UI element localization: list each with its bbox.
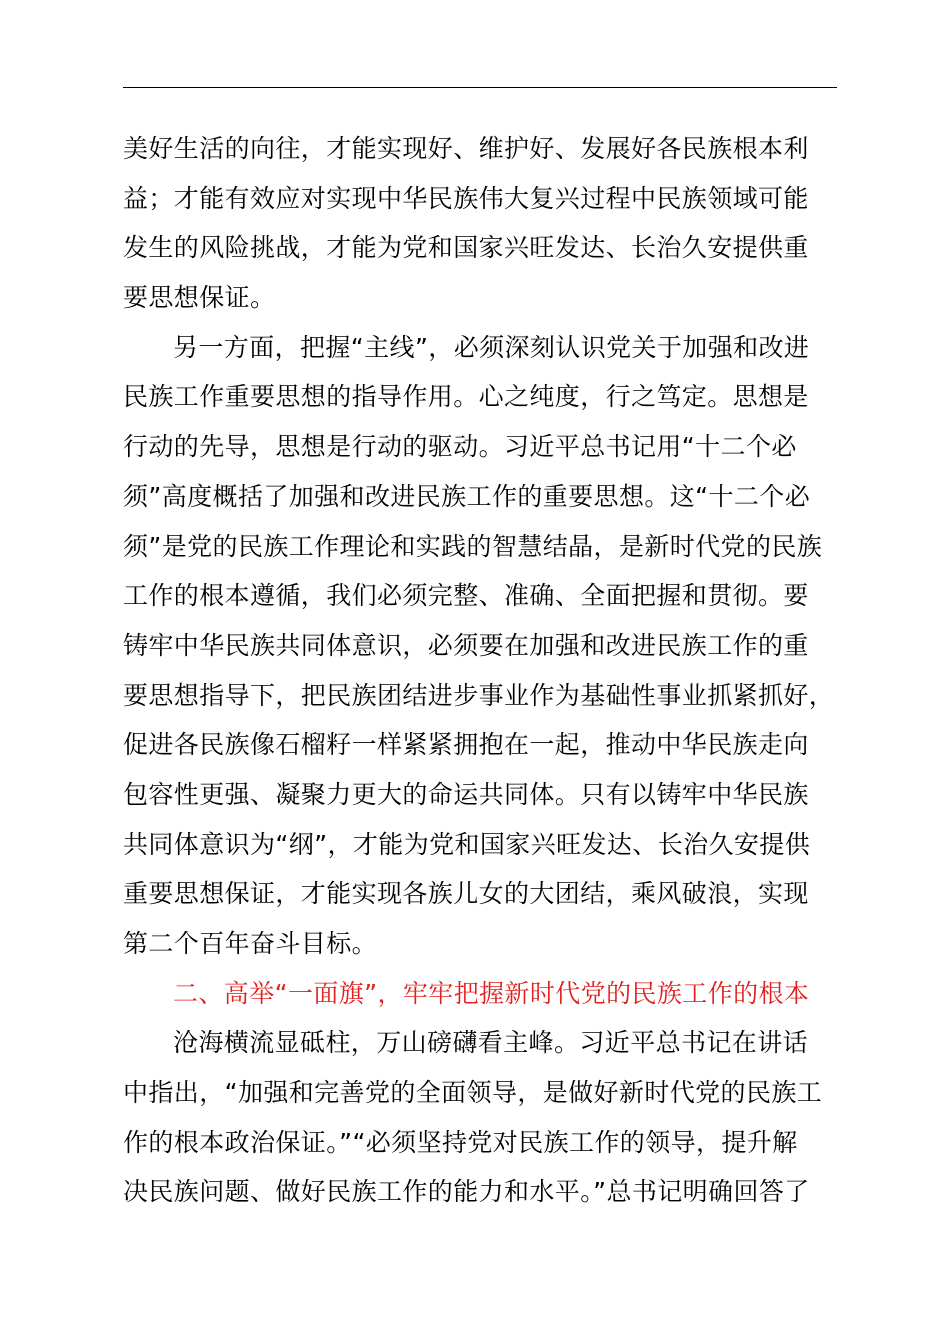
text-line: 作的根本政治保证。”“必须坚持党对民族工作的领导，提升解: [123, 1127, 798, 1157]
text-line: 促进各民族像石榴籽一样紧紧拥抱在一起，推动中华民族走向: [123, 730, 809, 760]
text-line: 共同体意识为“纲”，才能为党和国家兴旺发达、长治久安提供: [123, 829, 811, 859]
text-line: 中指出，“加强和完善党的全面领导，是做好新时代党的民族工: [123, 1078, 823, 1108]
text-line: 须”高度概括了加强和改进民族工作的重要思想。这“十二个必: [123, 481, 811, 511]
text-line: 要思想保证。: [123, 283, 276, 313]
text-line: 决民族问题、做好民族工作的能力和水平。”总书记明确回答了: [123, 1177, 810, 1207]
text-line: 铸牢中华民族共同体意识，必须要在加强和改进民族工作的重: [123, 630, 809, 660]
header-rule: [123, 87, 837, 88]
paragraph-start-line: 另一方面，把握“主线”，必须深刻认识党关于加强和改进: [173, 332, 810, 362]
body-text: [123, 124, 837, 1217]
text-line: 第二个百年奋斗目标。: [123, 929, 378, 958]
text-line: 发生的风险挑战，才能为党和国家兴旺发达、长治久安提供重: [123, 233, 809, 263]
text-line: 益；才能有效应对实现中华民族伟大复兴过程中民族领域可能: [123, 183, 809, 213]
text-line: 须”是党的民族工作理论和实践的智慧结晶，是新时代党的民族: [123, 531, 823, 561]
section-heading: 二、高举“一面旗”，牢牢把握新时代党的民族工作的根本: [173, 978, 810, 1008]
text-line: 要思想指导下，把民族团结进步事业作为基础性事业抓紧抓好，: [123, 680, 835, 710]
text-line: 民族工作重要思想的指导作用。心之纯度，行之笃定。思想是: [123, 382, 809, 412]
text-line: 行动的先导，思想是行动的驱动。习近平总书记用“十二个必: [123, 432, 797, 462]
text-line: 包容性更强、凝聚力更大的命运共同体。只有以铸牢中华民族: [123, 779, 809, 809]
text-line: 工作的根本遵循，我们必须完整、准确、全面把握和贯彻。要: [123, 581, 809, 611]
text-line: 重要思想保证，才能实现各族儿女的大团结，乘风破浪，实现: [123, 879, 809, 909]
paragraph-start-line: 沧海横流显砥柱，万山磅礴看主峰。习近平总书记在讲话: [173, 1028, 809, 1058]
text-line: 美好生活的向往，才能实现好、维护好、发展好各民族根本利: [123, 134, 809, 163]
